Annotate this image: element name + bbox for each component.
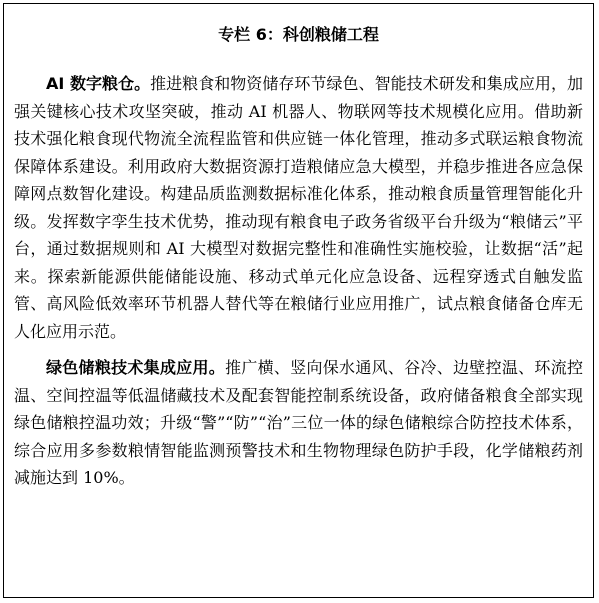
feature-box	[3, 3, 594, 598]
box-content	[14, 70, 583, 492]
paragraph-lead: AI 数字粮仓。	[46, 74, 151, 93]
box-title: 专栏 6：科创粮储工程	[218, 25, 379, 44]
paragraph-body: 推进粮食和物资储存环节绿色、智能技术研发和集成应用，加强关键核心技术攻坚突破，推动 AI 机器人、物联网等技术规模化应用。借助新技术强化粮食现代物流全流程监管和供应链一体化管理，推动多式联运粮食物流保障体系建设。利用政府大数据资源打造粮储应急大模型，并稳步推进各应急保障网点数智化建设。构建品质监测数据标准化体系，推动粮食质量管理智能化升级。发挥数字孪生技术优势，推动现有粮食电子政务省级平台升级为“粮储云”平台，通过数据规则和 AI 大模型对数据完整性和准确性实施校验，让数据“活”起来。探索新能源供能储能设施、移动式单元化应急设备、远程穿透式自触发监管、高风险低效率环节机器人替代等在粮储行业应用推广，试点粮食储备仓库无人化应用示范。	[14, 74, 583, 341]
paragraph-lead: 绿色储粮技术集成应用。	[46, 358, 226, 377]
paragraph-ai-granary	[14, 70, 583, 345]
paragraph-green-storage	[14, 354, 583, 492]
paragraph-body: 推广横、竖向保水通风、谷冷、边壁控温、环流控温、空间控温等低温储藏技术及配套智能控制系统设备，政府储备粮食全部实现绿色储粮控温功效；升级“警”“防”“治”三位一体的绿色储粮综合防控技术体系，综合应用多参数粮情智能监测预警技术和生物物理绿色防护手段，化学储粮药剂减施达到 10%。	[14, 358, 583, 487]
